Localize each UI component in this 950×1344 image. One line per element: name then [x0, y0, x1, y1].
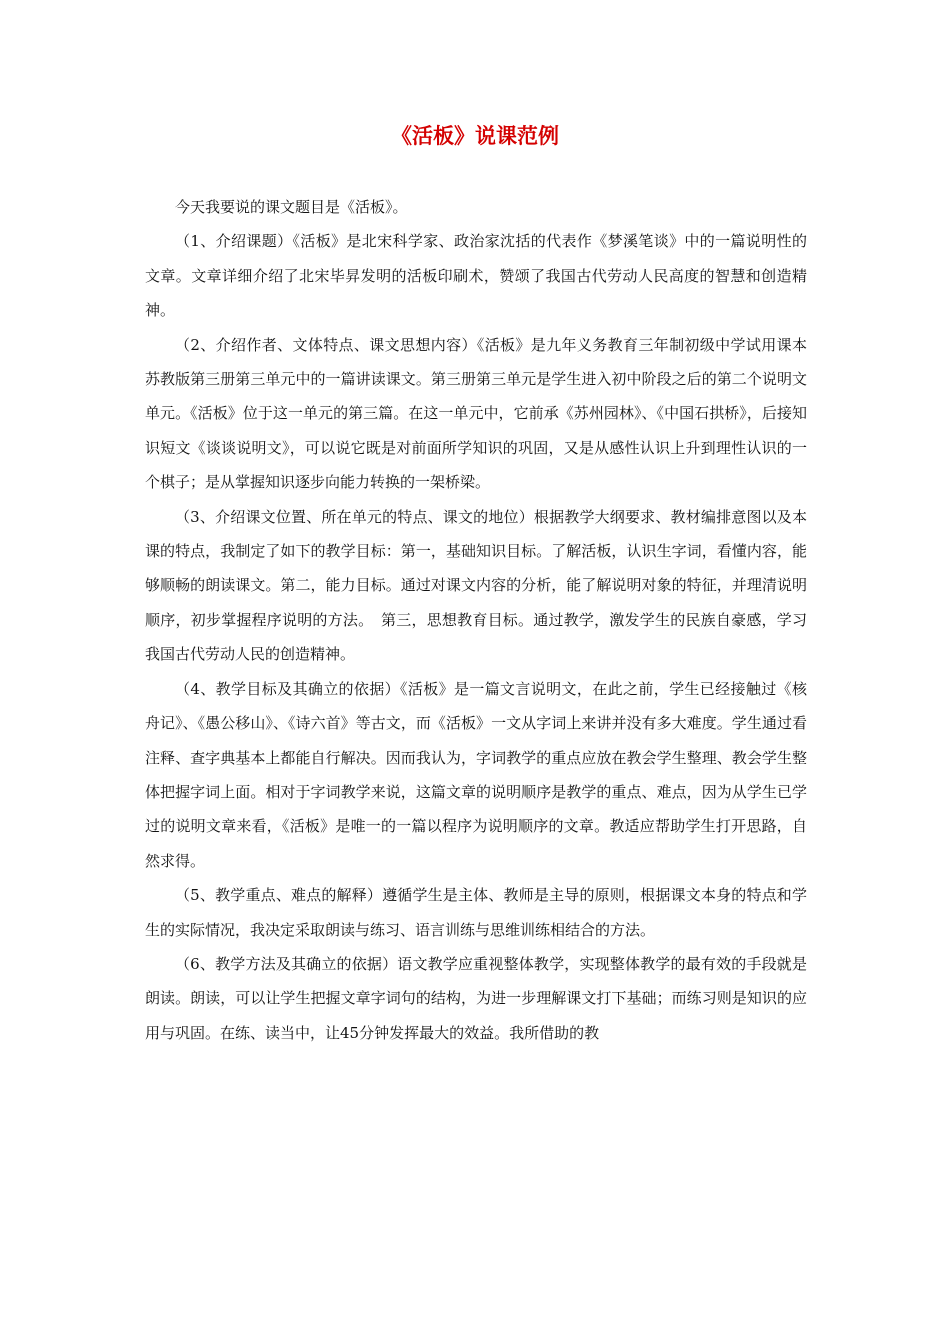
document-title: 《活板》说课范例 — [391, 123, 559, 148]
paragraph-1: （1、介绍课题）《活板》是北宋科学家、政治家沈括的代表作《梦溪笔谈》中的一篇说明性的文章。文章详细介绍了北宋毕昇发明的活板印刷术，赞颂了我国古代劳动人民高度的智慧和创造精神。 — [145, 232, 807, 320]
paragraph-4: （4、教学目标及其确立的依据）《活板》是一篇文言说明文，在此之前，学生已经接触过《核舟记》、《愚公移山》、《诗六首》等古文，而《活板》一文从字词上来讲并没有多大难度。学生通过看注释、查字典基本上都能自行解决。因而我认为，字词教学的重点应放在教会学生整理、教会学生整体把握字词上面。相对于字词教学来说，这篇文章的说明顺序是教学的重点、难点，因为从学生已学过的说明文章来看，《活板》是唯一的一篇以程序为说明顺序的文章。教适应帮助学生打开思路，自然求得。 — [145, 679, 807, 870]
paragraph-3: （3、介绍课文位置、所在单元的特点、课文的地位）根据教学大纲要求、教材编排意图以及本课的特点，我制定了如下的教学目标：第一，基础知识目标。了解活板，认识生字词，看懂内容，能够顺畅的朗读课文。第二，能力目标。通过对课文内容的分析，能了解说明对象的特征，并理清说明顺序，初步掌握程序说明的方法。 第三，思想教育目标。通过教学，激发学生的民族自豪感，学习我国古代劳动人民的创造精神。 — [145, 507, 807, 664]
paragraph-2: （2、介绍作者、文体特点、课文思想内容）《活板》是九年义务教育三年制初级中学试用课本苏教版第三册第三单元中的一篇讲读课文。第三册第三单元是学生进入初中阶段之后的第二个说明文单元。《活板》位于这一单元的第三篇。在这一单元中，它前承《苏州园林》、《中国石拱桥》，后接知识短文《谈谈说明文》，可以说它既是对前面所学知识的巩固，又是从感性认识上升到理性认识的一个棋子；是从掌握知识逐步向能力转换的一架桥梁。 — [145, 335, 807, 492]
paragraph-intro: 今天我要说的课文题目是《活板》。 — [175, 198, 408, 216]
paragraph-5: （5、教学重点、难点的解释）遵循学生是主体、教师是主导的原则，根据课文本身的特点和学生的实际情况，我决定采取朗读与练习、语言训练与思维训练相结合的方法。 — [145, 886, 807, 939]
paragraph-6: （6、教学方法及其确立的依据）语文教学应重视整体教学，实现整体教学的最有效的手段就是朗读。朗读，可以让学生把握文章字词句的结构，为进一步理解课文打下基础；而练习则是知识的应用与巩固。在练、读当中，让45分钟发挥最大的效益。我所借助的教 — [145, 954, 807, 1042]
document-body — [145, 190, 807, 1050]
